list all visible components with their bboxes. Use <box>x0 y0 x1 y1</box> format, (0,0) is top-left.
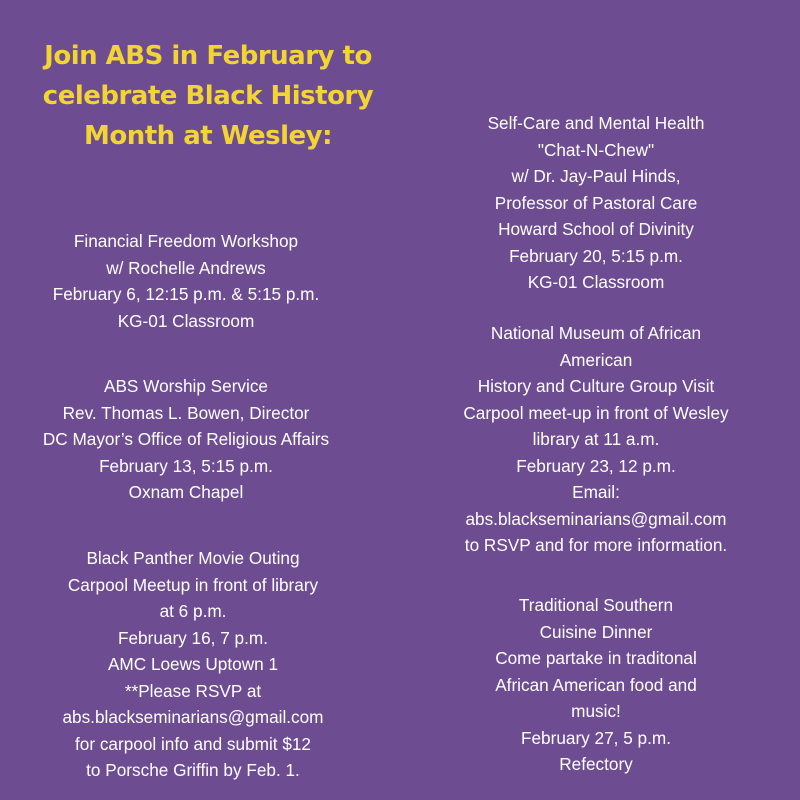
event-line: Black Panther Movie Outing <box>86 548 300 568</box>
headline-line-2: celebrate Black History <box>42 81 374 111</box>
event-abs-worship-service <box>0 373 372 506</box>
event-line: Rev. Thomas L. Bowen, Director <box>62 402 310 423</box>
event-line: Howard School of Divinity <box>498 219 694 239</box>
event-line: February 20, 5:15 p.m. <box>509 245 683 266</box>
event-line: w/ Rochelle Andrews <box>106 257 266 278</box>
event-line: Refectory <box>559 754 633 774</box>
event-black-panther-movie-outing <box>0 545 386 784</box>
event-line: ABS Worship Service <box>104 376 268 396</box>
event-line: Carpool meet-up in front of Wesley <box>463 402 729 423</box>
event-line: **Please RSVP at <box>124 680 262 701</box>
event-line: February 13, 5:15 p.m. <box>99 455 273 476</box>
event-line: KG-01 Classroom <box>527 272 665 292</box>
event-line: African American food and <box>495 674 697 695</box>
event-southern-cuisine-dinner <box>408 592 784 778</box>
event-line: History and Culture Group Visit <box>477 376 715 396</box>
event-line: Self-Care and Mental Health <box>487 113 705 133</box>
event-line: Come partake in traditonal <box>495 648 697 668</box>
event-line: Traditional Southern <box>518 595 674 615</box>
event-line: Professor of Pastoral Care <box>494 192 698 213</box>
event-line: Financial Freedom Workshop <box>73 231 299 251</box>
event-line: National Museum of African <box>490 323 702 343</box>
event-line: KG-01 Classroom <box>117 310 255 331</box>
event-email: abs.blackseminarians@gmail.com <box>62 707 324 727</box>
event-line: February 6, 12:15 p.m. & 5:15 p.m. <box>52 284 320 304</box>
event-line: for carpool info and submit $12 <box>75 733 311 754</box>
event-line: to Porsche Griffin by Feb. 1. <box>86 760 300 780</box>
event-museum-group-visit <box>408 320 784 559</box>
event-financial-freedom-workshop <box>0 228 372 334</box>
event-line: February 16, 7 p.m. <box>118 627 268 648</box>
event-line: library at 11 a.m. <box>532 429 660 449</box>
event-line: at 6 p.m. <box>159 601 227 621</box>
event-email: abs.blackseminarians@gmail.com <box>465 508 727 529</box>
headline-line-3: Month at Wesley: <box>83 121 332 151</box>
event-line: music! <box>571 701 621 721</box>
event-line: w/ Dr. Jay-Paul Hinds, <box>511 166 681 186</box>
event-line: February 27, 5 p.m. <box>521 727 671 748</box>
event-line: February 23, 12 p.m. <box>516 455 676 476</box>
event-line: "Chat-N-Chew" <box>537 139 655 160</box>
event-line: Cuisine Dinner <box>539 621 653 642</box>
event-line: Oxnam Chapel <box>128 482 244 502</box>
event-self-care-chat-n-chew <box>408 110 784 296</box>
event-line: DC Mayor’s Office of Religious Affairs <box>42 429 330 449</box>
event-line: AMC Loews Uptown 1 <box>107 654 279 674</box>
event-line: to RSVP and for more information. <box>464 535 728 555</box>
headline-line-1: Join ABS in February to <box>44 41 372 71</box>
event-line: American <box>559 349 633 370</box>
flyer-headline <box>18 36 398 156</box>
event-line: Carpool Meetup in front of library <box>67 574 319 595</box>
event-line: Email: <box>572 482 620 502</box>
